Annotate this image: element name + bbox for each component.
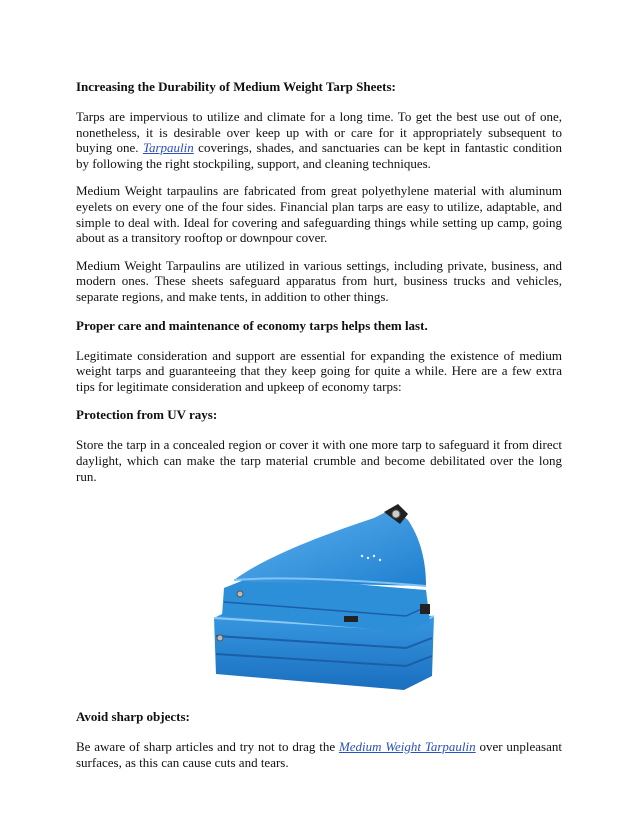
tarp-image-container [76, 496, 562, 696]
tarpaulin-link[interactable]: Tarpaulin [142, 140, 194, 156]
heading-care: Proper care and maintenance of economy tarps helps them last. [76, 317, 428, 333]
heading-durability: Increasing the Durability of Medium Weight Tarp Sheets: [76, 79, 396, 94]
paragraph-intro [76, 109, 562, 171]
heading-uv-protection: Protection from UV rays: [76, 407, 218, 423]
medium-weight-tarpaulin-link[interactable]: Medium Weight Tarpaulin [338, 739, 476, 755]
paragraph-sharp-text-1: Be aware of sharp articles and try not to drag the [76, 739, 339, 755]
paragraph-intro-text-2: coverings, shades, and sanctuaries can be kept in fantastic condition by following the right stockpiling, support, and cleaning techniques. [76, 140, 562, 171]
paragraph-materials: Medium Weight tarpaulins are fabricated from great polyethylene material with aluminum eyelets on every one of the four sides. Financial plan tarps are easy to utilize, adaptable, and simple to deal with. Ideal for covering and safeguarding things while setting up camp, going about as a transitory rooftop or downpour cover. [76, 183, 562, 246]
paragraph-intro-text-1: Tarps are impervious to utilize and climate for a long time. To get the best use out of one, nonetheless, it is desirable over keep up with or care for it appropriately subsequent to buying one. [76, 109, 562, 156]
heading-avoid-sharp: Avoid sharp objects: [76, 709, 190, 725]
paragraph-uv: Store the tarp in a concealed region or cover it with one more tarp to safeguard it from direct daylight, which can make the tarp material crumble and become debilitated over the long run. [76, 437, 562, 484]
paragraph-uses: Medium Weight Tarpaulins are utilized in various settings, including private, business, and modern ones. These sheets safeguard apparatus from hurt, business trucks and vehicles, separate regions, and make tents, in addition to other things. [76, 257, 562, 304]
paragraph-sharp [76, 739, 562, 770]
paragraph-care: Legitimate consideration and support are essential for expanding the existence of medium weight tarps and guaranteeing that they keep going for quite a while. Here are a few extra tips for legitimate consideration and upkeep of economy tarps: [76, 347, 562, 394]
paragraph-sharp-text-2: over unpleasant surfaces, as this can cause cuts and tears. [76, 739, 562, 770]
folded-blue-tarp-image [194, 498, 444, 694]
